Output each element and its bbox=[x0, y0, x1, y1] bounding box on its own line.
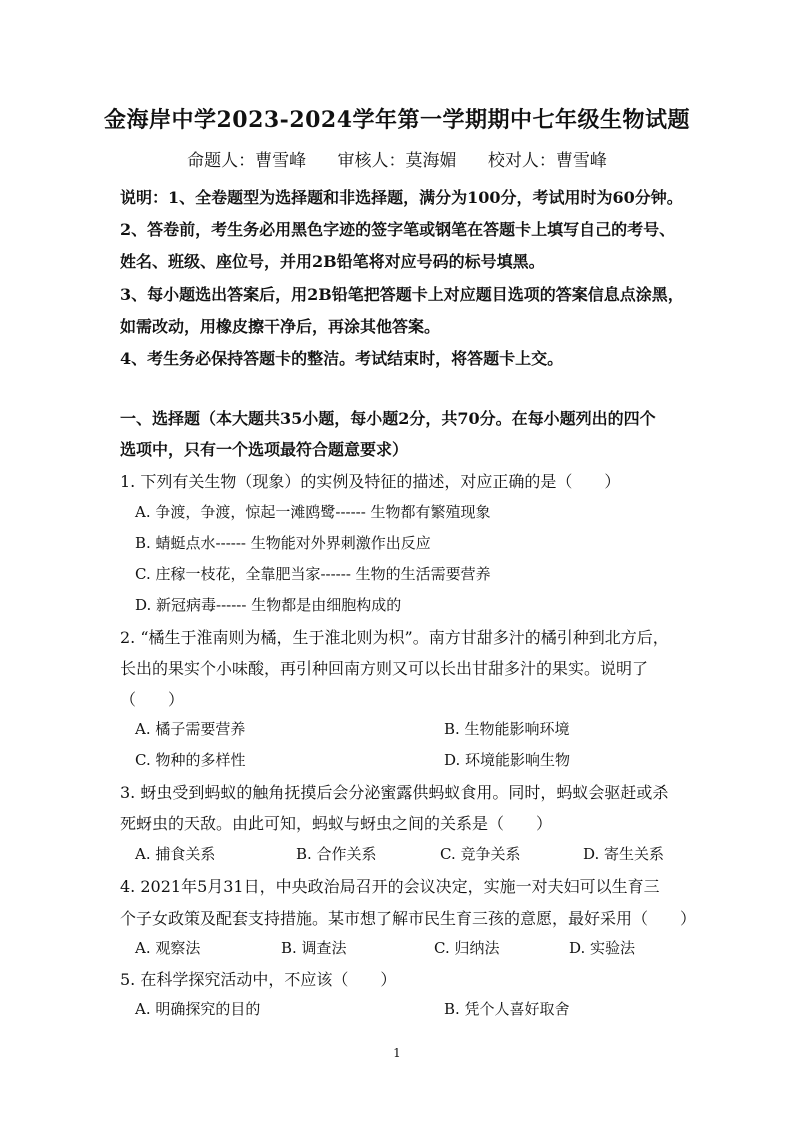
question-4-option-c: C. 归纳法 bbox=[434, 939, 500, 957]
question-2-stem: （ ） bbox=[120, 690, 185, 709]
author-setter: 命题人：曹雪峰 bbox=[187, 151, 307, 171]
question-2-option-d: D. 环境能影响生物 bbox=[444, 751, 571, 769]
question-4-stem: 个子女政策及配套支持措施。某市想了解市民生育三孩的意愿，最好采用（ ） bbox=[120, 909, 697, 928]
instruction-line: 4、考生务必保持答题卡的整洁。考试结束时，将答题卡上交。 bbox=[120, 349, 564, 368]
question-2-option-c: C. 物种的多样性 bbox=[135, 751, 246, 769]
question-4-option-b: B. 调查法 bbox=[281, 939, 347, 957]
question-3-option-a: A. 捕食关系 bbox=[135, 845, 216, 863]
instruction-line: 说明：1、全卷题型为选择题和非选择题，满分为100分，考试用时为60分钟。 bbox=[120, 188, 683, 207]
instruction-line: 如需改动，用橡皮擦干净后，再涂其他答案。 bbox=[120, 317, 441, 336]
question-5-option-a: A. 明确探究的目的 bbox=[135, 1000, 261, 1018]
question-1-option-a: A. 争渡，争渡，惊起一滩鸥鹭------ 生物都有繁殖现象 bbox=[135, 503, 491, 521]
section-heading: 选项中，只有一个选项最符合题意要求） bbox=[120, 440, 409, 459]
question-3-stem: 死蚜虫的天敌。由此可知，蚂蚁与蚜虫之间的关系是（ ） bbox=[120, 814, 553, 833]
author-proofreader: 校对人：曹雪峰 bbox=[487, 151, 607, 171]
section-heading: 一、选择题（本大题共35小题，每小题2分，共70分。在每小题列出的四个 bbox=[120, 409, 656, 428]
question-4-stem: 4. 2021年5月31日，中央政治局召开的会议决定，实施一对夫妇可以生育三 bbox=[120, 877, 660, 896]
question-1-stem: 1. 下列有关生物（现象）的实例及特征的描述，对应正确的是（ ） bbox=[120, 472, 621, 491]
question-2-option-a: A. 橘子需要营养 bbox=[135, 720, 246, 738]
instruction-line: 2、答卷前，考生务必用黑色字迹的签字笔或钢笔在答题卡上填写自己的考号、 bbox=[120, 220, 676, 239]
question-1-option-b: B. 蜻蜓点水------ 生物能对外界刺激作出反应 bbox=[135, 534, 431, 552]
question-5-stem: 5. 在科学探究活动中，不应该（ ） bbox=[120, 970, 397, 989]
author-line bbox=[0, 146, 794, 171]
question-3-stem: 3. 蚜虫受到蚂蚁的触角抚摸后会分泌蜜露供蚂蚁食用。同时，蚂蚁会驱赶或杀 bbox=[120, 783, 669, 802]
question-5-option-b: B. 凭个人喜好取舍 bbox=[444, 1000, 570, 1018]
instruction-line: 3、每小题选出答案后，用2B铅笔把答题卡上对应题目选项的答案信息点涂黑， bbox=[120, 285, 684, 304]
author-reviewer: 审核人：莫海媚 bbox=[337, 151, 457, 171]
question-2-stem: 长出的果实个小味酸，再引种回南方则又可以长出甘甜多汁的果实。说明了 bbox=[120, 659, 649, 678]
question-2-stem: 2. “橘生于淮南则为橘，生于淮北则为枳”。南方甘甜多汁的橘引种到北方后， bbox=[120, 628, 669, 647]
question-2-option-b: B. 生物能影响环境 bbox=[444, 720, 570, 738]
page-number: 1 bbox=[393, 1046, 401, 1060]
question-1-option-c: C. 庄稼一枝花，全靠肥当家------ 生物的生活需要营养 bbox=[135, 565, 491, 583]
question-3-option-d: D. 寄生关系 bbox=[583, 845, 665, 863]
question-3-option-b: B. 合作关系 bbox=[296, 845, 377, 863]
question-1-option-d: D. 新冠病毒------ 生物都是由细胞构成的 bbox=[135, 596, 402, 614]
exam-title: 金海岸中学2023-2024学年第一学期期中七年级生物试题 bbox=[103, 107, 691, 133]
question-4-option-d: D. 实验法 bbox=[569, 939, 636, 957]
question-4-option-a: A. 观察法 bbox=[135, 939, 201, 957]
question-3-option-c: C. 竞争关系 bbox=[440, 845, 521, 863]
instruction-line: 姓名、班级、座位号，并用2B铅笔将对应号码的标号填黑。 bbox=[120, 252, 545, 271]
